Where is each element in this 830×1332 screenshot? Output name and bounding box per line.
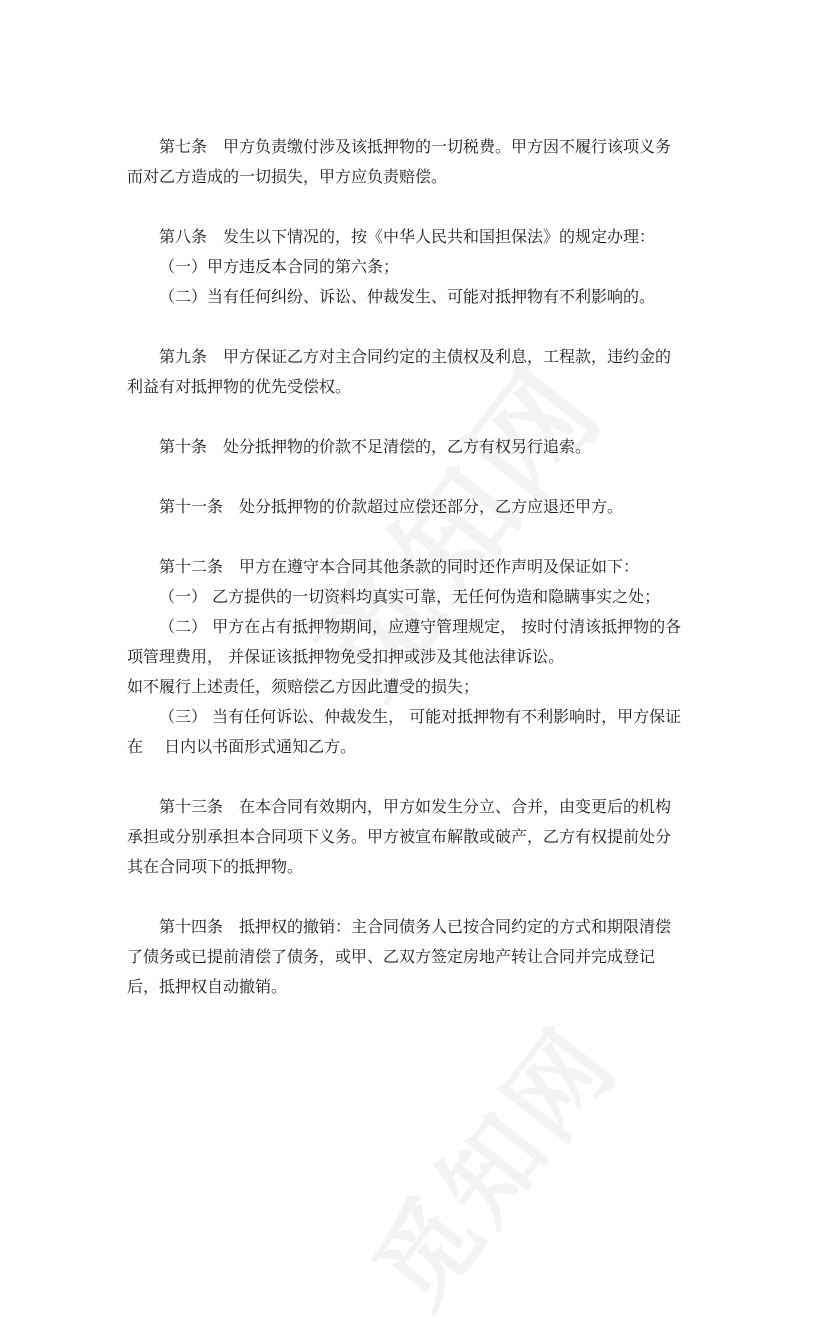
article-14: [127, 912, 707, 1002]
article-13: [127, 792, 707, 882]
article-13-line-2: 承担或分别承担本合同项下义务。甲方被宣布解散或破产，乙方有权提前处分: [127, 827, 672, 846]
article-7-line-2: 而对乙方造成的一切损失，甲方应负责赔偿。: [127, 167, 448, 186]
article-8: [127, 222, 707, 312]
article-8-item-1: （一）甲方违反本合同的第六条；: [159, 257, 400, 276]
article-9-line-2: 利益有对抵押物的优先受偿权。: [127, 377, 352, 396]
article-7: [127, 132, 707, 192]
article-10-line-1: 第十条 处分抵押物的价款不足清偿的，乙方有权另行追索。: [159, 437, 592, 456]
article-12: [127, 552, 707, 762]
article-13-line-3: 其在合同项下的抵押物。: [127, 857, 304, 876]
article-11: [127, 492, 707, 522]
article-12-item-3-cont: 在 日内以书面形式通知乙方。: [127, 737, 357, 756]
document-body: [127, 132, 707, 1002]
article-9: [127, 342, 707, 402]
article-7-line-1: 第七条 甲方负责缴付涉及该抵押物的一切税费。甲方因不履行该项义务: [159, 137, 672, 156]
article-11-line-1: 第十一条 处分抵押物的价款超过应偿还部分，乙方应退还甲方。: [159, 497, 624, 516]
article-12-note: 如不履行上述责任，须赔偿乙方因此遭受的损失；: [127, 677, 480, 696]
watermark-bottom: [334, 992, 643, 1331]
article-12-item-2-cont: 项管理费用， 并保证该抵押物免受扣押或涉及其他法律诉讼。: [127, 647, 565, 666]
article-8-item-2: （二）当有任何纠纷、诉讼、仲裁发生、可能对抵押物有不利影响的。: [159, 287, 656, 306]
article-14-line-2: 了债务或已提前清偿了债务，或甲、乙双方签定房地产转让合同并完成登记: [127, 947, 656, 966]
article-12-item-2: （二） 甲方在占有抵押物期间，应遵守管理规定， 按时付清该抵押物的各: [159, 617, 682, 636]
article-12-line-1: 第十二条 甲方在遵守本合同其他条款的同时还作声明及保证如下：: [159, 557, 640, 576]
article-13-line-1: 第十三条 在本合同有效期内，甲方如发生分立、合并，由变更后的机构: [159, 797, 672, 816]
article-14-line-1: 第十四条 抵押权的撤销：主合同债务人已按合同约定的方式和期限清偿: [159, 917, 672, 936]
article-8-line-1: 第八条 发生以下情况的，按《中华人民共和国担保法》的规定办理：: [159, 227, 656, 246]
article-10: [127, 432, 707, 462]
article-12-item-1: （一） 乙方提供的一切资料均真实可靠，无任何伪造和隐瞒事实之处；: [159, 587, 661, 606]
article-9-line-1: 第九条 甲方保证乙方对主合同约定的主债权及利息，工程款，违约金的: [159, 347, 672, 366]
article-14-line-3: 后，抵押权自动撤销。: [127, 977, 288, 996]
article-12-item-3: （三） 当有任何诉讼、仲裁发生， 可能对抵押物有不利影响时，甲方保证: [159, 707, 682, 726]
